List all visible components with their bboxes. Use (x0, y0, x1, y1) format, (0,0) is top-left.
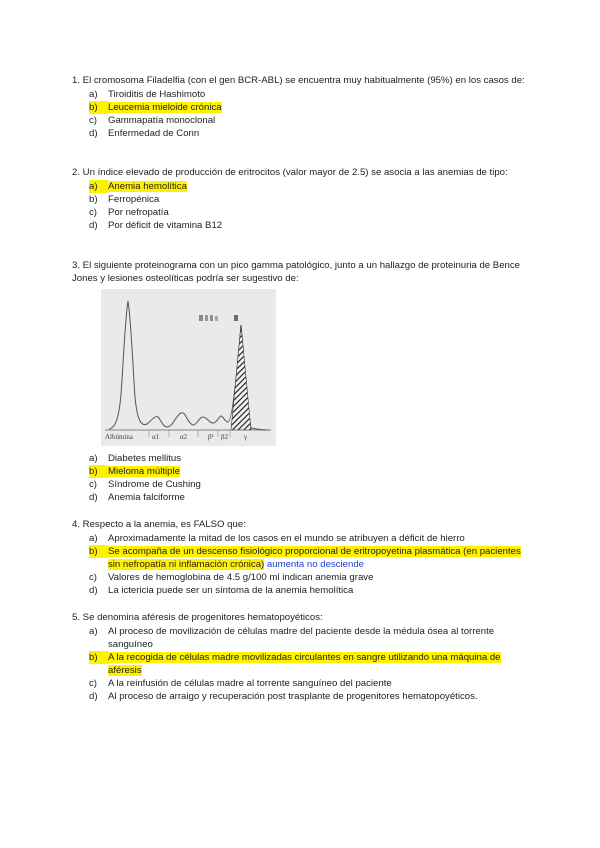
label-gamma: γ (244, 433, 248, 441)
highlighted-answer: Anemia hemolítica (108, 181, 187, 192)
correction-note: aumenta no desciende (266, 559, 364, 570)
option-d: d) Al proceso de arraigo y recuperación post trasplante de progenitores hematopoyéticos. (89, 691, 478, 702)
option-a: a) Al proceso de movilización de células madre del paciente desde la médula ósea al torrente sanguíneo (89, 626, 495, 650)
label-beta2: β2 (221, 433, 229, 441)
question-5 (72, 611, 532, 703)
question-3-options (72, 452, 532, 504)
option-c: c) Gammapatía monoclonal (89, 115, 216, 126)
proteinogram-figure (101, 289, 276, 446)
highlighted-answer: A la recogida de células madre movilizadas circulantes en sangre utilizando una máquina de aféresis (108, 652, 501, 676)
option-b-correct: b) Mieloma múltiple (89, 466, 180, 477)
question-stem: 4. Respecto a la anemia, es FALSO que: (72, 519, 246, 530)
question-4 (72, 518, 532, 597)
option-d: d) La ictericia puede ser un síntoma de la anemia hemolítica (89, 585, 354, 596)
question-2 (72, 166, 532, 232)
label-beta1: β¹ (208, 433, 214, 441)
option-c: c) Valores de hemoglobina de 4.5 g/100 ml indican anemia grave (89, 572, 374, 583)
option-c: c) A la reinfusión de células madre al torrente sanguíneo del paciente (89, 678, 392, 689)
option-b-correct: b) A la recogida de células madre movilizadas circulantes en sangre utilizando una máquina de aféresis (89, 652, 501, 676)
option-c: c) Por nefropatía (89, 207, 169, 218)
option-d: d) Por déficit de vitamina B12 (89, 220, 223, 231)
label-albumina: Albúmina (105, 433, 133, 441)
option-a-correct: a) Anemia hemolítica (89, 181, 187, 192)
highlighted-answer: Mieloma múltiple (108, 466, 180, 477)
question-3-stem-block (72, 259, 532, 286)
option-d: d) Anemia falciforme (89, 492, 185, 503)
option-d: d) Enfermedad de Conn (89, 128, 200, 139)
question-stem: 5. Se denomina aféresis de progenitores hematopoyéticos: (72, 612, 323, 623)
option-a: a) Tiroiditis de Hashimoto (89, 89, 206, 100)
option-b-correct: b) Leucemia mieloide crónica (89, 102, 222, 113)
option-b-correct: b) Se acompaña de un descenso fisiológico proporcional de eritropoyetina plasmática (en pacientes sin nefropatía ni inflamación crónica) aumenta no desciende (89, 546, 521, 570)
option-c: c) Síndrome de Cushing (89, 479, 201, 490)
option-a: a) Aproximadamente la mitad de los casos en el mundo se atribuyen a déficit de hierro (89, 533, 465, 544)
highlighted-answer: Se acompaña de un descenso fisiológico proporcional de eritropoyetina plasmática (en pacientes sin nefropatía ni inflamación crónica) (108, 546, 521, 570)
question-1 (72, 74, 532, 140)
option-b: b) Ferropénica (89, 194, 160, 205)
question-stem: 2. Un índice elevado de producción de eritrocitos (valor mayor de 2.5) se asocia a las anemias de tipo: (72, 167, 508, 178)
highlighted-answer: Leucemia mieloide crónica (108, 102, 222, 113)
question-stem: 3. El siguiente proteinograma con un pico gamma patológico, junto a un hallazgo de proteinuria de Bence Jones y lesiones osteolíticas podría ser sugestivo de: (72, 260, 521, 284)
question-stem: 1. El cromosoma Filadelfia (con el gen BCR-ABL) se encuentra muy habitualmente (95%) en los casos de: (72, 75, 525, 86)
label-alpha2: α2 (180, 433, 188, 441)
label-alpha1: α1 (152, 433, 160, 441)
option-a: a) Diabetes mellitus (89, 453, 182, 464)
